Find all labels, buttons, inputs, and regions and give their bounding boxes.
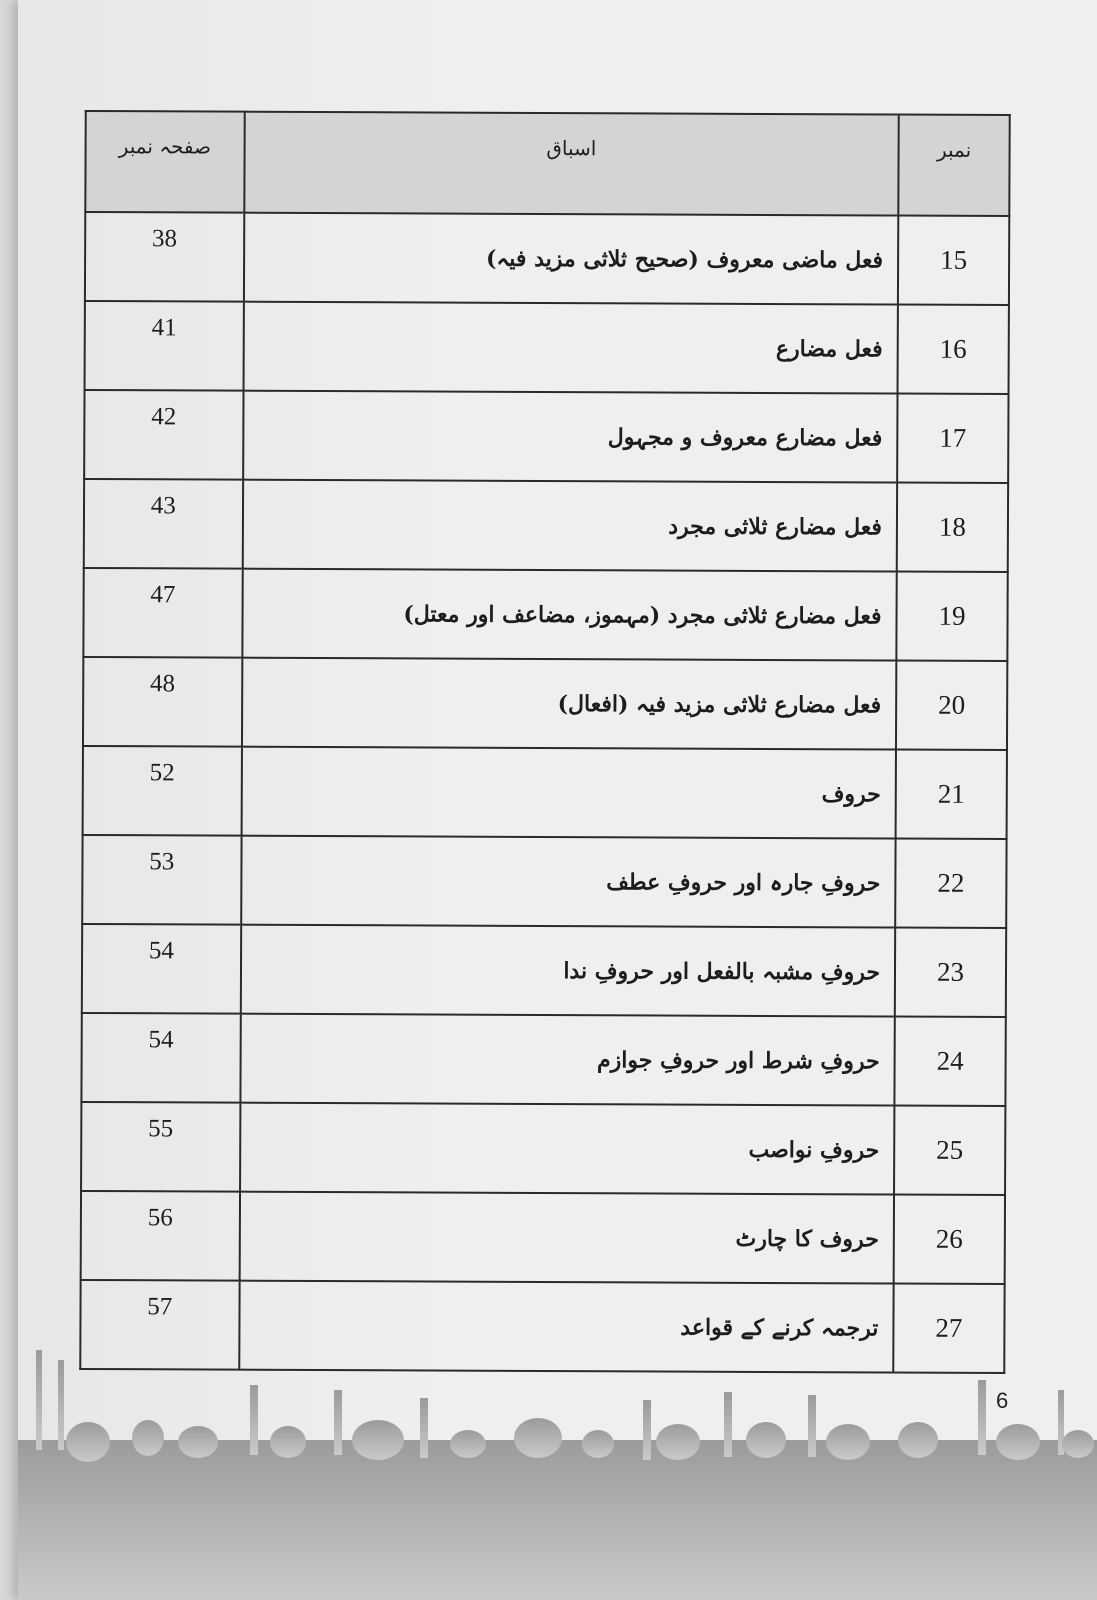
row-lesson: فعل مضارع ثلاثی مجرد (مہموز، مضاعف اور معتل)	[242, 569, 897, 661]
row-number: 20	[896, 661, 1007, 750]
row-page: 54	[82, 924, 241, 1014]
row-number: 23	[895, 928, 1006, 1017]
table-row	[84, 390, 1008, 483]
row-page: 47	[83, 568, 242, 658]
row-lesson: فعل مضارع	[243, 302, 898, 394]
row-number: 15	[898, 216, 1009, 305]
row-number: 18	[897, 483, 1008, 572]
row-number: 27	[893, 1284, 1004, 1373]
row-lesson: فعل مضارع ثلاثی مجرد	[242, 480, 897, 572]
row-page: 41	[85, 301, 244, 391]
header-page-number: صفحہ نمبر	[85, 111, 244, 213]
row-lesson: حروفِ جارہ اور حروفِ عطف	[241, 836, 896, 928]
row-page: 56	[81, 1191, 240, 1281]
table-header-row	[85, 111, 1009, 216]
row-lesson: فعل ماضی معروف (صحیح ثلاثی مزید فیہ)	[244, 213, 899, 305]
row-lesson: حروفِ شرط اور حروفِ جوازم	[240, 1014, 895, 1106]
row-number: 25	[894, 1106, 1005, 1195]
row-page: 38	[85, 212, 244, 302]
header-number: نمبر	[898, 115, 1009, 216]
contents-table	[79, 110, 1010, 1374]
row-number: 26	[894, 1195, 1005, 1284]
row-page: 54	[81, 1013, 240, 1103]
row-number: 17	[897, 394, 1008, 483]
row-lesson: حروفِ نواصب	[240, 1103, 895, 1195]
row-lesson: حروف	[241, 747, 896, 839]
row-page: 48	[83, 657, 242, 747]
row-number: 24	[894, 1017, 1005, 1106]
page-number: 6	[996, 1388, 1009, 1413]
row-page: 55	[81, 1102, 240, 1192]
row-page: 52	[83, 746, 242, 836]
row-number: 21	[896, 750, 1007, 839]
table-row	[82, 924, 1006, 1017]
table-row	[83, 746, 1007, 839]
row-number: 16	[898, 305, 1009, 394]
table-row	[81, 1191, 1005, 1284]
row-page: 43	[84, 479, 243, 569]
header-lessons: اسباق	[244, 112, 899, 216]
table-row	[85, 301, 1009, 394]
row-lesson: حروف کا چارٹ	[239, 1192, 894, 1284]
row-lesson: حروفِ مشبہ بالفعل اور حروفِ ندا	[240, 925, 895, 1017]
row-number: 22	[895, 839, 1006, 928]
row-lesson: فعل مضارع ثلاثی مزید فیہ (افعال)	[242, 658, 897, 750]
table-row	[81, 1102, 1005, 1195]
table-row	[81, 1013, 1005, 1106]
mosque-skyline-decoration	[18, 1330, 1097, 1600]
table-row	[83, 568, 1007, 661]
table-row	[85, 212, 1009, 305]
row-page: 53	[82, 835, 241, 925]
table-row	[82, 835, 1006, 928]
row-lesson: ترجمہ کرنے کے قواعد	[239, 1281, 894, 1373]
book-page	[18, 0, 1097, 1600]
row-lesson: فعل مضارع معروف و مجہول	[243, 391, 898, 483]
table-row	[83, 657, 1007, 750]
row-number: 19	[896, 572, 1007, 661]
row-page: 42	[84, 390, 243, 480]
table-row	[84, 479, 1008, 572]
row-page: 57	[80, 1280, 239, 1370]
